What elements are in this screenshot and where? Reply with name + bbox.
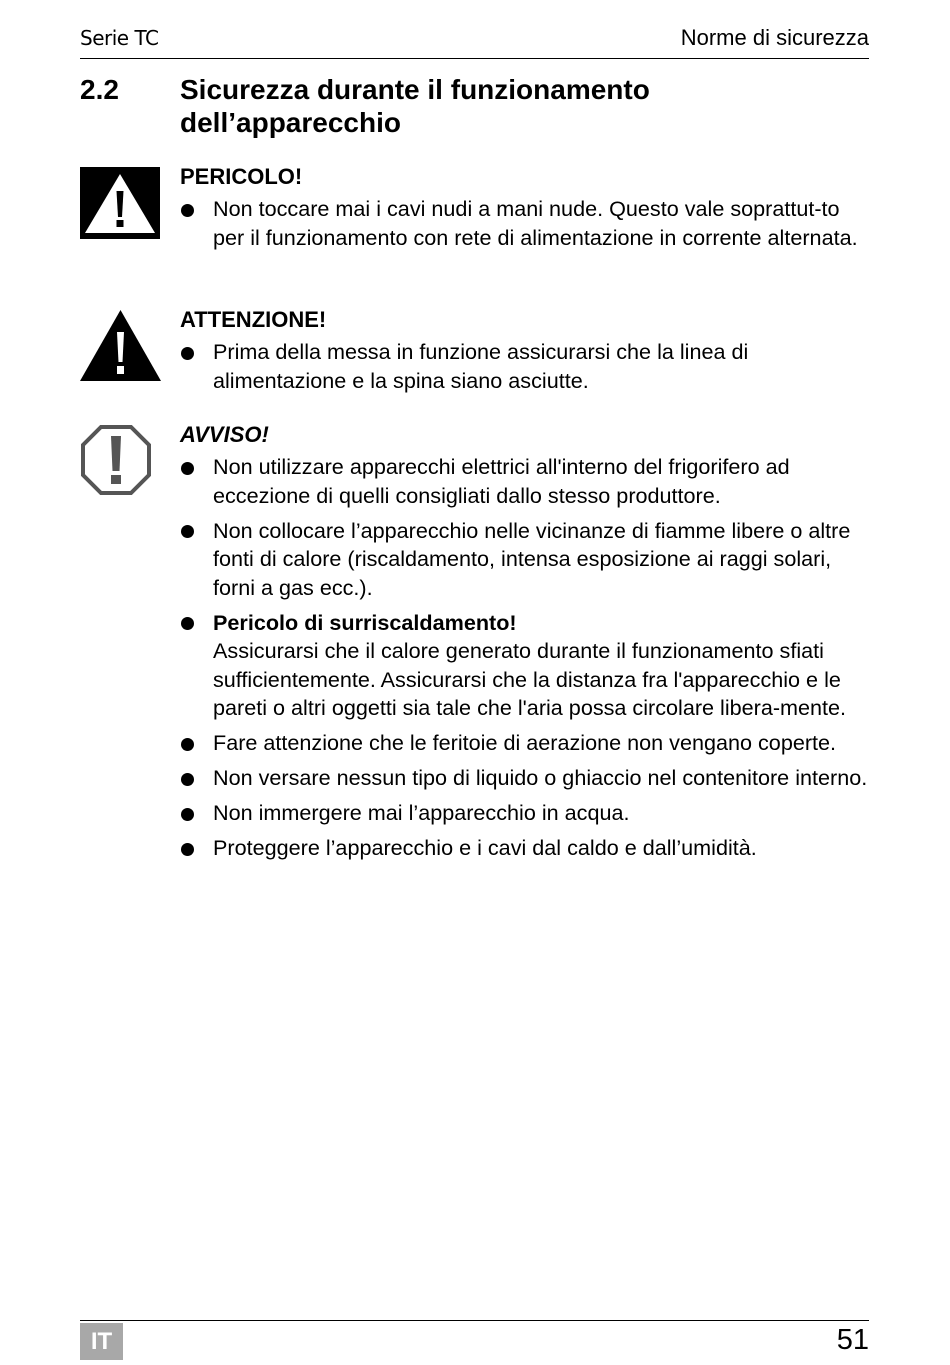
bullet-icon [181, 617, 194, 630]
caution-block [180, 306, 872, 402]
list-item [180, 453, 872, 510]
notice-block [180, 421, 872, 869]
bullet-icon [181, 462, 194, 475]
list-item [180, 338, 872, 395]
list-item [180, 764, 872, 793]
list-item [180, 834, 872, 863]
section-number: 2.2 [80, 74, 119, 105]
bullet-icon [181, 347, 194, 360]
header-chapter-title: Norme di sicurezza [680, 25, 869, 50]
footer-divider [80, 1320, 869, 1321]
bullet-icon [181, 773, 194, 786]
list-item-text: Non toccare mai i cavi nudi a mani nude. Questo vale soprattut-to per il funzionamento con rete di alimentazione in corrente alternata. [213, 196, 858, 250]
list-item-text: Non collocare l’apparecchio nelle vicinanze di fiamme libere o altre fonti di calore (riscaldamento, intensa esposizione ai raggi solari, forni a gas ecc.). [213, 517, 851, 600]
bullet-icon [181, 525, 194, 538]
page-header [80, 24, 869, 59]
section-title: Sicurezza durante il funzionamento dell’apparecchio [180, 74, 650, 138]
list-item [180, 609, 872, 723]
header-product-name: Serie TC [80, 26, 159, 50]
caution-list [180, 338, 872, 395]
list-item-text: Non immergere mai l’apparecchio in acqua. [213, 800, 630, 825]
danger-list [180, 195, 872, 252]
danger-title: PERICOLO! [180, 164, 303, 189]
bullet-icon [181, 738, 194, 751]
list-item-text: Assicurarsi che il calore generato durante il funzionamento sfiati sufficientemente. Assicurarsi che la distanza fra l'apparecchio e le pareti o altri oggetti sia tale che l'aria possa circolare libera-mente. [213, 638, 847, 720]
bullet-icon [181, 808, 194, 821]
list-item [180, 195, 872, 252]
list-item-text: Prima della messa in funzione assicurarsi che la linea di alimentazione e la spina siano asciutte. [213, 339, 749, 393]
list-item [180, 517, 872, 603]
caution-title: ATTENZIONE! [180, 307, 327, 332]
bullet-icon [181, 843, 194, 856]
list-item-text: Fare attenzione che le feritoie di aerazione non vengano coperte. [213, 730, 837, 755]
notice-list [180, 453, 872, 863]
notice-octagon-icon [80, 424, 152, 501]
list-item-text: Proteggere l’apparecchio e i cavi dal caldo e dall’umidità. [213, 835, 757, 860]
danger-block [180, 163, 872, 259]
list-item [180, 729, 872, 758]
list-item-text: Non utilizzare apparecchi elettrici all'interno del frigorifero ad eccezione di quelli consigliati dallo stesso produttore. [213, 454, 790, 508]
list-item-heading: Pericolo di surriscaldamento! [213, 609, 517, 635]
warning-triangle-icon [80, 310, 161, 387]
language-badge: IT [80, 1323, 123, 1360]
list-item-text: Non versare nessun tipo di liquido o ghiaccio nel contenitore interno. [213, 765, 868, 790]
page-number: 51 [836, 1324, 869, 1356]
danger-warning-box-icon [80, 167, 160, 244]
notice-title: AVVISO! [180, 422, 269, 447]
list-item [180, 799, 872, 828]
bullet-icon [181, 204, 194, 217]
